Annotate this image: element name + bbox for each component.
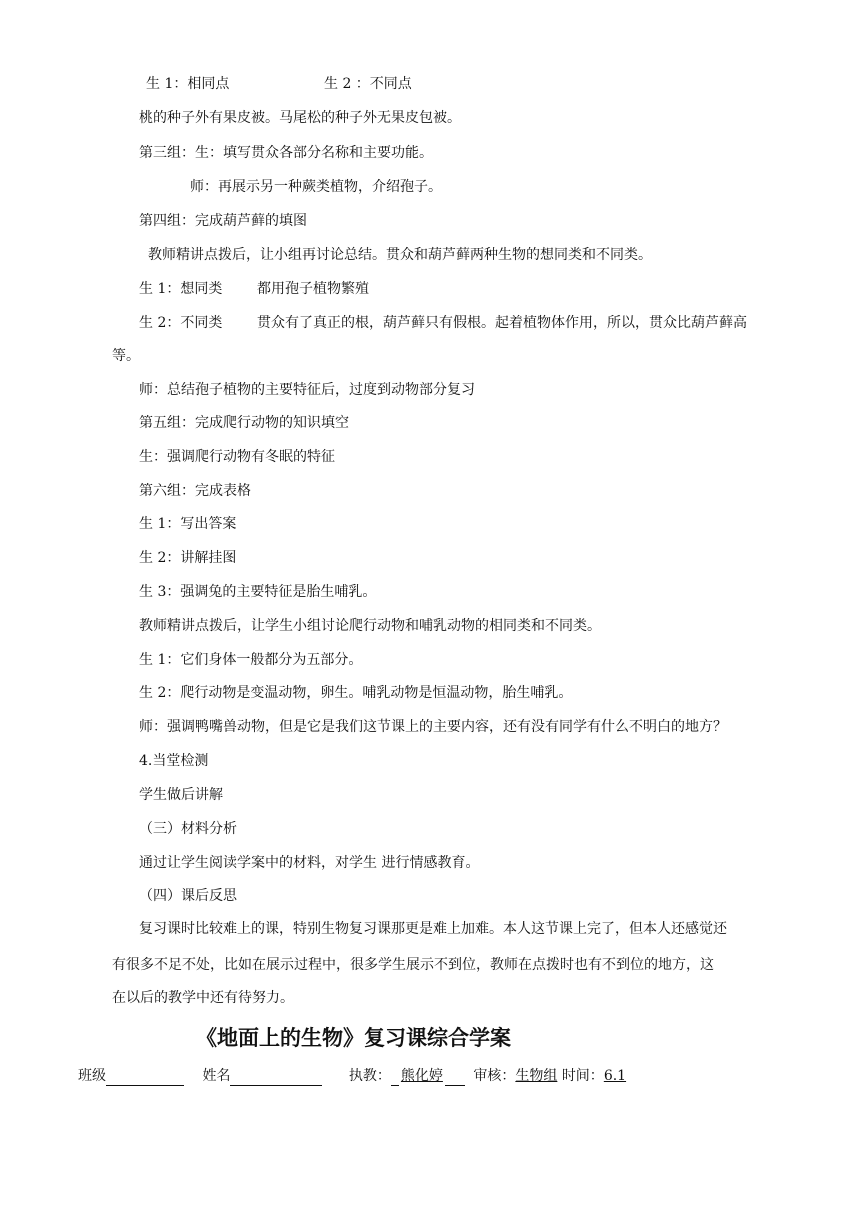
time-value: 6.1 xyxy=(603,1068,627,1084)
review-value: 生物组 xyxy=(515,1068,558,1084)
line-14: 生 1：写出答案 xyxy=(139,516,237,532)
line-22: 学生做后讲解 xyxy=(139,787,223,803)
line-28: 在以后的教学中还有待努力。 xyxy=(112,990,294,1006)
line-8 xyxy=(139,314,747,332)
line-24: 通过让学生阅读学案中的材料，对学生 进行情感教育。 xyxy=(139,855,480,871)
line-7-part-a: 生 1：想同类 xyxy=(139,281,223,297)
line-27: 有很多不足不处，比如在展示过程中，很多学生展示不到位，教师在点拨时也有不到位的地方，这 xyxy=(112,957,714,973)
teacher-blank-left xyxy=(391,1070,399,1086)
line-19: 生 2：爬行动物是变温动物，卵生。哺乳动物是恒温动物，胎生哺乳。 xyxy=(139,685,573,701)
teacher-label: 执教： xyxy=(348,1068,391,1084)
line-1-part-a: 生 1：相同点 xyxy=(146,76,230,92)
review-label: 审核： xyxy=(473,1068,516,1084)
line-26: 复习课时比较难上的课，特别生物复习课那更是难上加难。本人这节课上完了，但本人还感觉还 xyxy=(139,921,727,937)
line-13: 第六组：完成表格 xyxy=(139,483,251,499)
line-9: 等。 xyxy=(112,348,140,364)
name-label: 姓名 xyxy=(202,1068,231,1084)
worksheet-title: 《地面上的生物》复习课综合学案 xyxy=(196,1026,511,1050)
line-21: 4.当堂检测 xyxy=(139,753,209,769)
line-4: 师：再展示另一种蕨类植物，介绍孢子。 xyxy=(190,179,442,195)
line-15: 生 2：讲解挂图 xyxy=(139,550,237,566)
line-11: 第五组：完成爬行动物的知识填空 xyxy=(139,415,349,431)
line-12: 生：强调爬行动物有冬眠的特征 xyxy=(139,449,335,465)
line-7 xyxy=(139,280,369,298)
line-2: 桃的种子外有果皮被。马尾松的种子外无果皮包被。 xyxy=(139,110,461,126)
line-17: 教师精讲点拨后，让学生小组讨论爬行动物和哺乳动物的相同类和不同类。 xyxy=(139,618,601,634)
name-blank[interactable] xyxy=(230,1070,322,1086)
time-label: 时间： xyxy=(561,1068,604,1084)
line-10: 师：总结孢子植物的主要特征后，过度到动物部分复习 xyxy=(139,382,475,398)
line-16: 生 3：强调兔的主要特征是胎生哺乳。 xyxy=(139,584,377,600)
line-1-part-b: 生 2 ：不同点 xyxy=(324,76,412,92)
line-5: 第四组：完成葫芦藓的填图 xyxy=(139,213,307,229)
line-8-part-b: 贯众有了真正的根，葫芦藓只有假根。起着植物体作用，所以，贯众比葫芦藓高 xyxy=(257,315,747,331)
line-3: 第三组：生：填写贯众各部分名称和主要功能。 xyxy=(139,145,433,161)
teacher-value: 熊化婷 xyxy=(400,1068,443,1084)
line-20: 师：强调鸭嘴兽动物，但是它是我们这节课上的主要内容，还有没有同学有什么不明白的地方？ xyxy=(139,719,727,735)
line-1 xyxy=(146,75,412,93)
line-7-part-b: 都用孢子植物繁殖 xyxy=(257,281,369,297)
line-18: 生 1：它们身体一般都分为五部分。 xyxy=(139,652,363,668)
teacher-blank-right xyxy=(445,1070,465,1086)
line-23: （三）材料分析 xyxy=(139,821,237,837)
line-25: （四）课后反思 xyxy=(139,888,237,904)
line-6: 教师精讲点拨后，让小组再讨论总结。贯众和葫芦藓两种生物的想同类和不同类。 xyxy=(148,247,652,263)
line-8-part-a: 生 2：不同类 xyxy=(139,315,223,331)
class-blank[interactable] xyxy=(106,1070,184,1086)
worksheet-info-row xyxy=(78,1066,626,1086)
class-label: 班级 xyxy=(78,1068,106,1084)
